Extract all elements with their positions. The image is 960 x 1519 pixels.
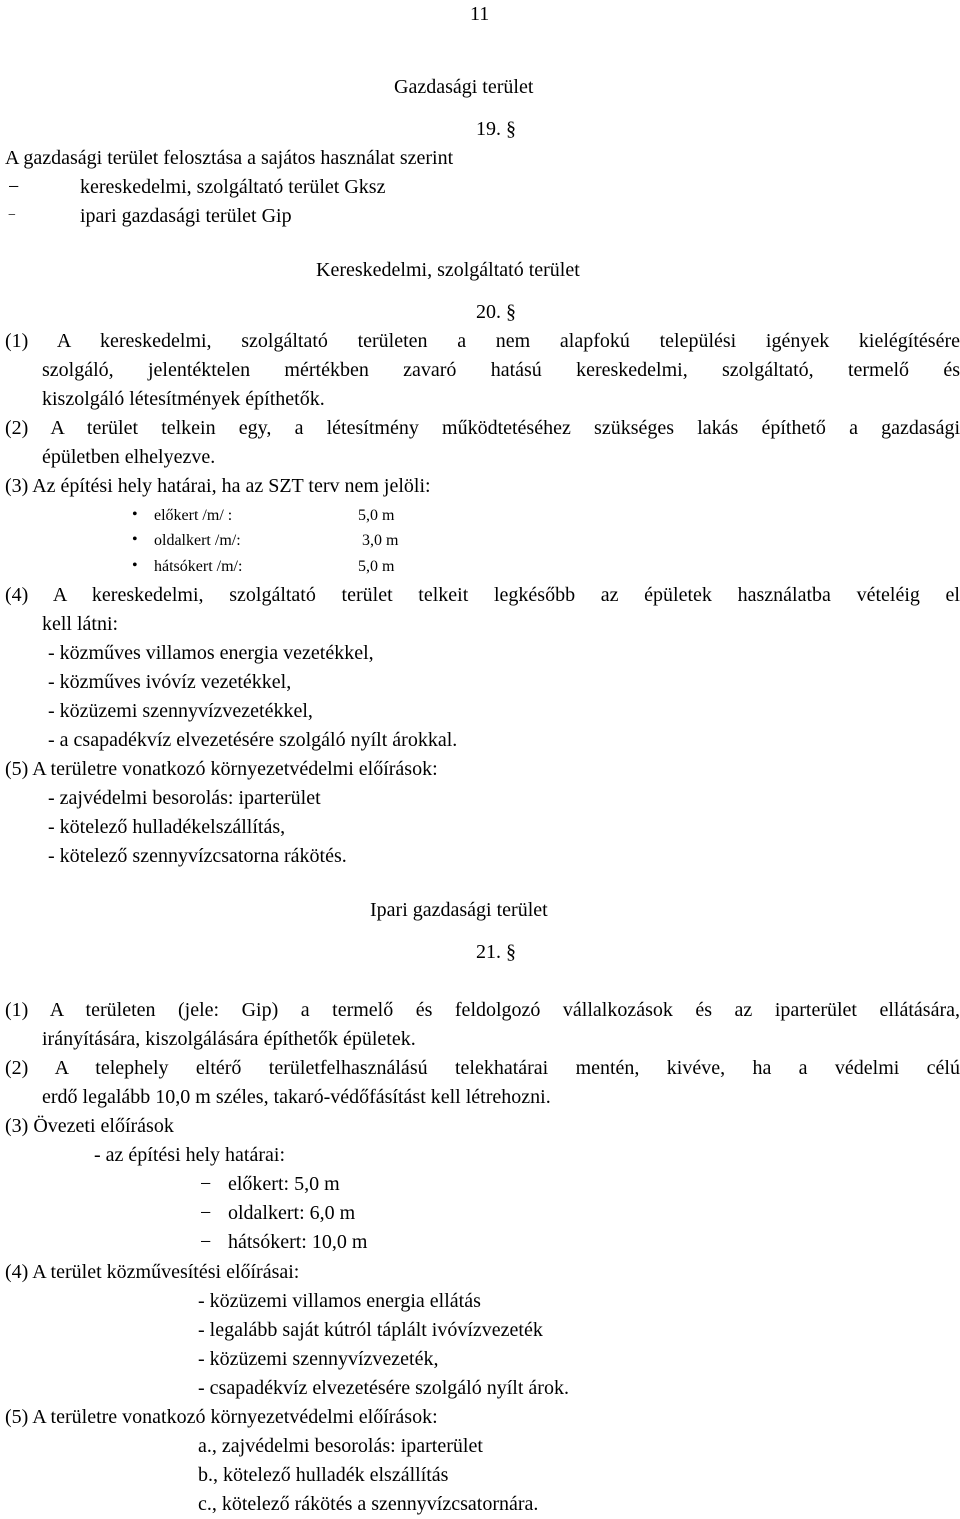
paragraph-number-19: 19. § bbox=[476, 118, 516, 140]
paragraph-number-21: 21. § bbox=[476, 941, 516, 963]
list-item: - kötelező hulladékelszállítás, bbox=[48, 816, 286, 838]
list-item: - legalább saját kútról táplált ivóvízvezeték bbox=[198, 1319, 543, 1341]
list-item: - közüzemi szennyvízvezetékkel, bbox=[48, 700, 313, 722]
gksz-p1-line: szolgáló, jelentéktelen mértékben zavaró hatású kereskedelmi, szolgáltató, termelő és bbox=[42, 359, 960, 381]
bullet-icon: • bbox=[132, 531, 138, 548]
gip-p3-sub: - az építési hely határai: bbox=[94, 1144, 286, 1166]
gip-p2-line: erdő legalább 10,0 m széles, takaró-védőfásítást kell létrehozni. bbox=[42, 1086, 551, 1108]
gksz-p4-line: (4) A kereskedelmi, szolgáltató terület telkeit legkésőbb az épületek használatba vételéig el bbox=[5, 584, 960, 606]
list-item: - közműves villamos energia vezetékkel, bbox=[48, 642, 374, 664]
list-item: a., zajvédelmi besorolás: iparterület bbox=[198, 1435, 483, 1457]
list-item: - a csapadékvíz elvezetésére szolgáló nyílt árokkal. bbox=[48, 729, 458, 751]
gksz-p3-line: (3) Az építési hely határai, ha az SZT terv nem jelöli: bbox=[5, 475, 431, 497]
list-item: előkert: 5,0 m bbox=[228, 1173, 340, 1195]
list-item: - zajvédelmi besorolás: iparterület bbox=[48, 787, 321, 809]
setback-value: 3,0 m bbox=[362, 532, 399, 549]
section-heading-gazdasagi: Gazdasági terület bbox=[394, 76, 534, 98]
dash-marker: − bbox=[200, 1202, 212, 1224]
paragraph-number-20: 20. § bbox=[476, 301, 516, 323]
list-item: ipari gazdasági terület Gip bbox=[80, 205, 292, 227]
list-item: - kötelező szennyvízcsatorna rákötés. bbox=[48, 845, 347, 867]
gksz-p1-line: (1) A kereskedelmi, szolgáltató területen a nem alapfokú települési igények kielégítésére bbox=[5, 330, 960, 352]
dash-marker: − bbox=[200, 1231, 212, 1253]
gksz-p2-line: (2) A terület telkein egy, a létesítmény működtetéséhez szükséges lakás építhető a gazdasági bbox=[5, 417, 960, 439]
setback-value: 5,0 m bbox=[358, 507, 395, 524]
list-item: - közműves ivóvíz vezetékkel, bbox=[48, 671, 292, 693]
gip-p1-line: (1) A területen (jele: Gip) a termelő és feldolgozó vállalkozások és az iparterület ellátására, bbox=[5, 999, 960, 1021]
section-heading-ipari: Ipari gazdasági terület bbox=[370, 899, 548, 921]
gip-p5-line: (5) A területre vonatkozó környezetvédelmi előírások: bbox=[5, 1406, 438, 1428]
dash-marker: − bbox=[8, 176, 20, 198]
setback-value: 5,0 m bbox=[358, 558, 395, 575]
list-item: b., kötelező hulladék elszállítás bbox=[198, 1464, 449, 1486]
setback-label: hátsókert /m/: bbox=[154, 558, 243, 575]
bullet-icon: • bbox=[132, 506, 138, 523]
gksz-p1-line: kiszolgáló létesítmények építhetők. bbox=[42, 388, 325, 410]
list-item: - közüzemi villamos energia ellátás bbox=[198, 1290, 481, 1312]
list-item: hátsókert: 10,0 m bbox=[228, 1231, 368, 1253]
list-item: kereskedelmi, szolgáltató terület Gksz bbox=[80, 176, 386, 198]
gksz-p4-line: kell látni: bbox=[42, 613, 119, 635]
gip-p3-line: (3) Övezeti előírások bbox=[5, 1115, 174, 1137]
list-item: - csapadékvíz elvezetésére szolgáló nyílt árok. bbox=[198, 1377, 569, 1399]
list-item: c., kötelező rákötés a szennyvízcsatornára. bbox=[198, 1493, 539, 1515]
gksz-p2-line: épületben elhelyezve. bbox=[42, 446, 216, 468]
gksz-p5-line: (5) A területre vonatkozó környezetvédelmi előírások: bbox=[5, 758, 438, 780]
setback-label: előkert /m/ : bbox=[154, 507, 233, 524]
setback-label: oldalkert /m/: bbox=[154, 532, 241, 549]
page-number: 11 bbox=[470, 3, 490, 25]
intro-text: A gazdasági terület felosztása a sajátos használat szerint bbox=[5, 147, 454, 169]
bullet-icon: • bbox=[132, 557, 138, 574]
list-item: oldalkert: 6,0 m bbox=[228, 1202, 356, 1224]
list-item: - közüzemi szennyvízvezeték, bbox=[198, 1348, 439, 1370]
section-heading-kereskedelmi: Kereskedelmi, szolgáltató terület bbox=[316, 259, 580, 281]
dash-marker: − bbox=[8, 208, 16, 223]
gip-p2-line: (2) A telephely eltérő területfelhasználású telekhatárai mentén, kivéve, ha a védelmi célú bbox=[5, 1057, 960, 1079]
gip-p4-line: (4) A terület közművesítési előírásai: bbox=[5, 1261, 300, 1283]
dash-marker: − bbox=[200, 1173, 212, 1195]
gip-p1-line: irányítására, kiszolgálására építhetők épületek. bbox=[42, 1028, 416, 1050]
